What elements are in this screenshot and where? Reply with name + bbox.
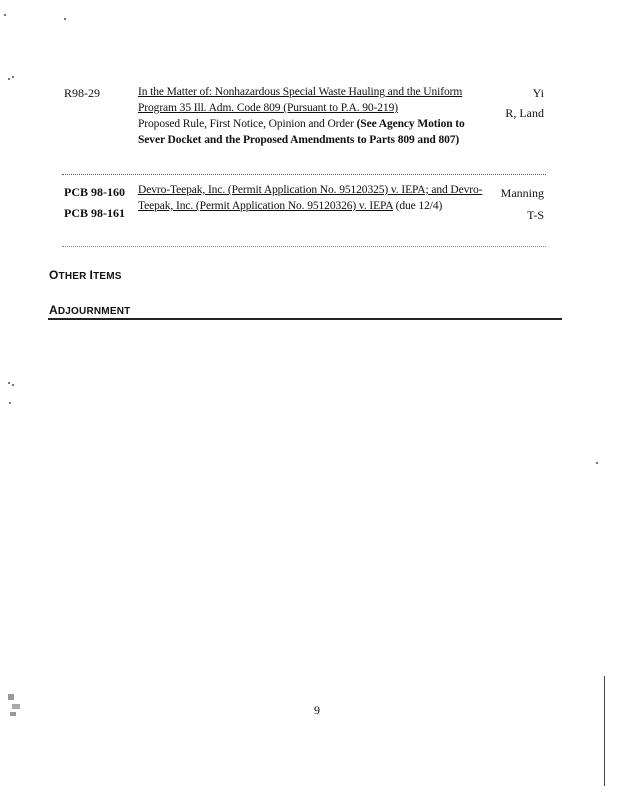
category: R, Land bbox=[505, 106, 544, 120]
case-title-link[interactable]: In the Matter of: Nonhazardous Special Waste Hauling and the Uniform Program 35 Ill. Adm. Code 809 (Pursuant to P.A. 90-219) bbox=[138, 86, 463, 114]
assignee: Manning bbox=[500, 186, 544, 200]
adjournment-heading: ADJOURNMENT bbox=[49, 303, 131, 317]
docket-number: PCB 98-161 bbox=[64, 206, 125, 220]
item-status: Proposed Rule, First Notice, Opinion and Order bbox=[138, 118, 354, 130]
row-divider bbox=[62, 174, 546, 175]
scan-speck bbox=[64, 18, 66, 20]
assignee: Yi bbox=[532, 86, 544, 100]
scan-speck bbox=[12, 76, 14, 78]
docket-number: R98-29 bbox=[64, 86, 100, 100]
item-description bbox=[138, 182, 483, 214]
scan-speck bbox=[596, 462, 598, 464]
item-due-date: (due 12/4) bbox=[395, 200, 443, 212]
scan-speck bbox=[12, 704, 20, 709]
category: T-S bbox=[527, 208, 544, 222]
scan-speck bbox=[9, 402, 11, 404]
scan-speck bbox=[12, 384, 14, 386]
case-title-link[interactable]: Devro-Teepak, Inc. (Permit Application No. 95120325) v. IEPA; and Devro-Teepak, Inc. (Permit Application No. 95120326) v. IEPA bbox=[138, 184, 483, 212]
item-description bbox=[138, 84, 483, 148]
item-note: (See Agency Motion to Sever Docket and the Proposed Amendments to Parts 809 and 807) bbox=[138, 118, 465, 146]
scan-speck bbox=[8, 78, 10, 80]
docket-number: PCB 98-160 bbox=[64, 185, 125, 199]
scan-speck bbox=[8, 694, 14, 700]
other-items-heading: OTHER ITEMS bbox=[49, 268, 122, 282]
scan-edge-line bbox=[604, 676, 605, 786]
scan-speck bbox=[4, 14, 6, 16]
scan-speck bbox=[10, 712, 16, 716]
page-number: 9 bbox=[314, 703, 320, 717]
row-divider bbox=[62, 246, 546, 247]
scan-speck bbox=[8, 382, 10, 384]
adjournment-rule bbox=[48, 318, 562, 320]
